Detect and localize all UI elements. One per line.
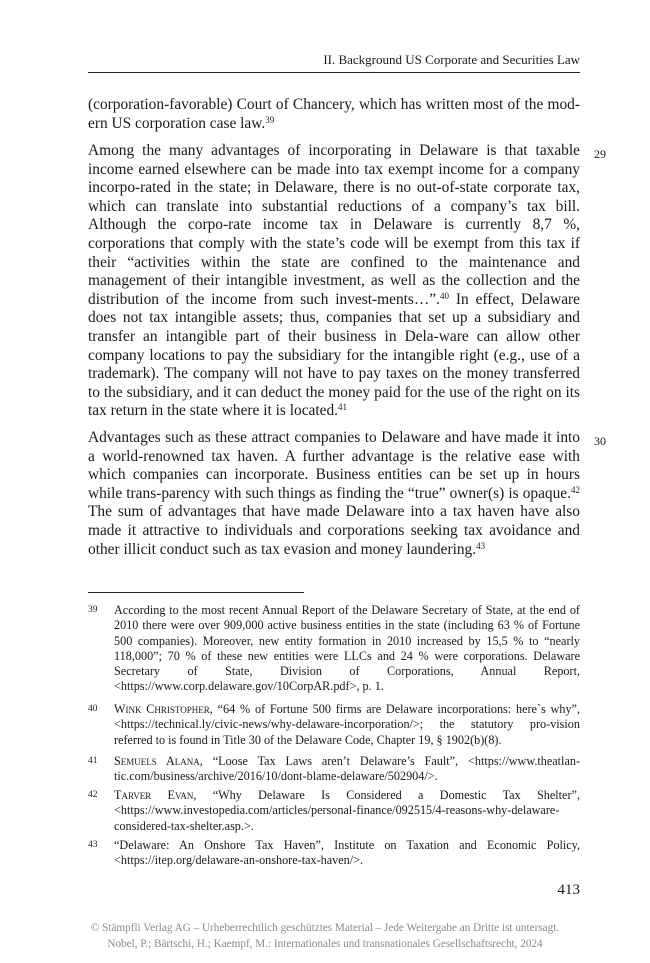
- footnote-42: [88, 788, 580, 834]
- footnote-body: , “64 % of Fortune 500 firms are Delaware incorporations: here`s why”, <https://technical.ly/civic-news/why-delaware-incorporation/>; the statutory pro-vision referred to is found in Title 30 of the Delaware Code, Chapter 19, § 1902(b)(8).: [114, 702, 580, 747]
- footnote-author: Wink Christopher: [114, 702, 210, 716]
- page-number: 413: [557, 882, 580, 898]
- margin-number-29: 29: [594, 147, 606, 161]
- header-rule: [88, 72, 580, 73]
- footnote-author: Semuels Alana: [114, 754, 200, 768]
- paragraph-continuation: [88, 96, 580, 133]
- footnote-author: Tarver Evan: [114, 788, 194, 802]
- paragraph-30: [88, 429, 580, 559]
- footnote-40: [88, 702, 580, 748]
- footnote-text: [114, 702, 580, 748]
- footnote-text: [114, 838, 580, 869]
- footnote-text: [114, 788, 580, 834]
- footnote-rule: [88, 592, 304, 593]
- paragraph-text: The sum of advantages that have made Delaware into a tax haven have also made it attractive to individuals and corporations seeking tax avoidance and other illicit conduct such as tax evasion and money laundering.: [88, 503, 580, 558]
- paragraph-29: [88, 142, 580, 421]
- footnote-body: According to the most recent Annual Report of the Delaware Secretary of State, at the end of 2010 there were over 909,000 active business entities in the state (including 63 % of Fortune 500 companies). Moreover, new entity formation in 2010 increased by 15,5 % to “nearly 118,000”; 70 % of these new entities were LLCs and 24 % were corporations. Delaware Secretary of State, Division of Corporations, Annual Report, <https://www.corp.delaware.gov/10CorpAR.pdf>, p. 1.: [114, 603, 580, 694]
- footnote-ref-43[interactable]: 43: [476, 540, 486, 551]
- footnote-39: [88, 603, 580, 695]
- footnote-number: 42: [88, 790, 98, 800]
- paragraph-text: Among the many advantages of incorporating in Delaware is that taxable income earned elsewhere can be made into tax exempt income for a company incorpo-rated in the state; in Delaware, there is no out-of-state corporate tax, which can translate into substantial reductions of a company’s tax bill. Although the corpo-rate income tax in Delaware is currently 8,7 %, corporations that comply with the state’s code will be exempt from this tax if their “activities within the state are confined to the maintenance and management of their intangible investment, as well as the collection and the distribution of the income from such invest-ments…”.: [88, 142, 580, 308]
- footnote-43: [88, 838, 580, 869]
- footnote-ref-39[interactable]: 39: [265, 114, 275, 125]
- paragraph-text: Advantages such as these attract companies to Delaware and have made it into a world-renowned tax haven. A further advantage is the relative ease with which companies can incorporate. Business entities can be set up in hours while trans-parency with such things as finding the “true” owner(s) is opaque.: [88, 429, 580, 502]
- footnote-body: , “Loose Tax Laws aren’t Delaware’s Fault”, <https://www.theatlan-tic.com/business/archive/2016/10/dont-blame-delaware/502904/>.: [114, 754, 581, 784]
- footnote-text: [114, 603, 580, 695]
- footnote-number: 39: [88, 605, 98, 615]
- footnote-body: “Delaware: An Onshore Tax Haven”, Institute on Taxation and Economic Policy, <https://itep.org/delaware-an-onshore-tax-haven/>.: [114, 838, 580, 868]
- margin-number-30: 30: [594, 434, 606, 448]
- footnote-number: 43: [88, 840, 98, 850]
- copyright-footer: © Stämpfli Verlag AG – Urheberrechtlich geschütztes Material – Jede Weitergabe an Dritte ist untersagt.: [90, 922, 560, 934]
- footnote-41: [88, 754, 580, 785]
- running-header: II. Background US Corporate and Securities Law: [323, 52, 580, 67]
- footnote-number: 41: [88, 756, 98, 766]
- footnote-ref-40[interactable]: 40: [440, 290, 449, 301]
- footnote-text: [114, 754, 580, 785]
- footnote-body: , “Why Delaware Is Considered a Domestic Tax Shelter”, <https://www.investopedia.com/articles/personal-finance/092515/4-reasons-why-delaware-considered-tax-shelter.asp.>.: [114, 788, 580, 833]
- footnote-number: 40: [88, 704, 98, 714]
- paragraph-text: In effect, Delaware does not tax intangible assets; thus, companies that set up a subsidiary and transfer an intangible part of their business in Dela-ware can allow other company locations to pay the subsidiary for the intangible right (e.g., use of a trademark). The company will not have to pay taxes on the money transferred to the subsidiary, and it can deduct the money paid for the use of the right on its tax return in the state where it is located.: [88, 290, 580, 420]
- paragraph-text: (corporation-favorable) Court of Chancery, which has written most of the mod-ern US corporation case law.: [88, 96, 580, 132]
- citation-footer: Nobel, P.; Bärtschi, H.; Kaempf, M.: Internationales und transnationales Gesellschaftsrecht, 2024: [107, 938, 543, 950]
- footnote-ref-42[interactable]: 42: [571, 484, 580, 495]
- footnote-ref-41[interactable]: 41: [338, 402, 348, 413]
